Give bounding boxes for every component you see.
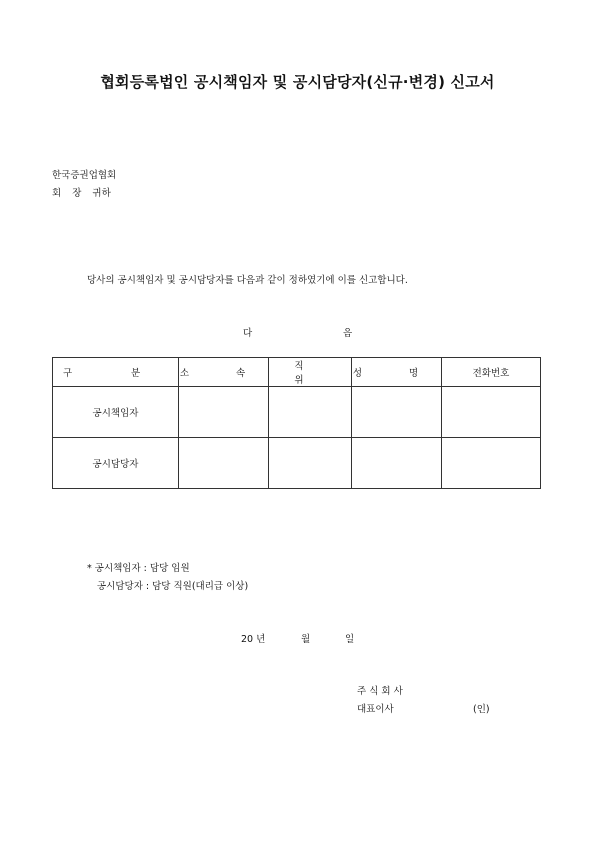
recipient-org: 한국증권업협회: [52, 170, 117, 181]
row-label: 공시담당자: [53, 438, 179, 489]
table-header-row: [53, 358, 541, 387]
name-cell[interactable]: [352, 438, 442, 489]
affiliation-cell[interactable]: [179, 387, 269, 438]
position-cell[interactable]: [269, 438, 352, 489]
phone-cell[interactable]: [442, 438, 541, 489]
signature-company: 주 식 회 사: [357, 686, 403, 697]
header-phone: 전화번호: [442, 358, 541, 387]
date-year: 20 년: [241, 634, 266, 645]
header-affiliation: 소 속: [179, 358, 269, 387]
document-title: 협회등록법인 공시책임자 및 공시담당자(신규·변경) 신고서: [100, 73, 495, 91]
header-category: 구 분: [53, 358, 179, 387]
date-month: 월: [301, 634, 311, 645]
affiliation-cell[interactable]: [179, 438, 269, 489]
row-label: 공시책임자: [53, 387, 179, 438]
recipient-addressee: 회 장 귀하: [52, 188, 111, 199]
declaration-text: 당사의 공시책임자 및 공시담당자를 다음과 같이 정하였기에 이를 신고합니다.: [87, 275, 408, 286]
seal-mark: (인): [473, 704, 490, 715]
table-row: [53, 387, 541, 438]
registration-table: [52, 357, 541, 489]
note-line-1: * 공시책임자 : 담당 임원: [87, 563, 190, 574]
next-label-right: 음: [343, 328, 353, 339]
phone-cell[interactable]: [442, 387, 541, 438]
header-position: 직 위: [269, 358, 352, 387]
next-label-left: 다: [243, 328, 253, 339]
note-line-2: 공시담당자 : 담당 직원(대리급 이상): [97, 581, 249, 592]
header-name: 성 명: [352, 358, 442, 387]
table-row: [53, 438, 541, 489]
date-day: 일: [345, 634, 355, 645]
signature-representative: 대표이사: [357, 704, 394, 715]
position-cell[interactable]: [269, 387, 352, 438]
name-cell[interactable]: [352, 387, 442, 438]
